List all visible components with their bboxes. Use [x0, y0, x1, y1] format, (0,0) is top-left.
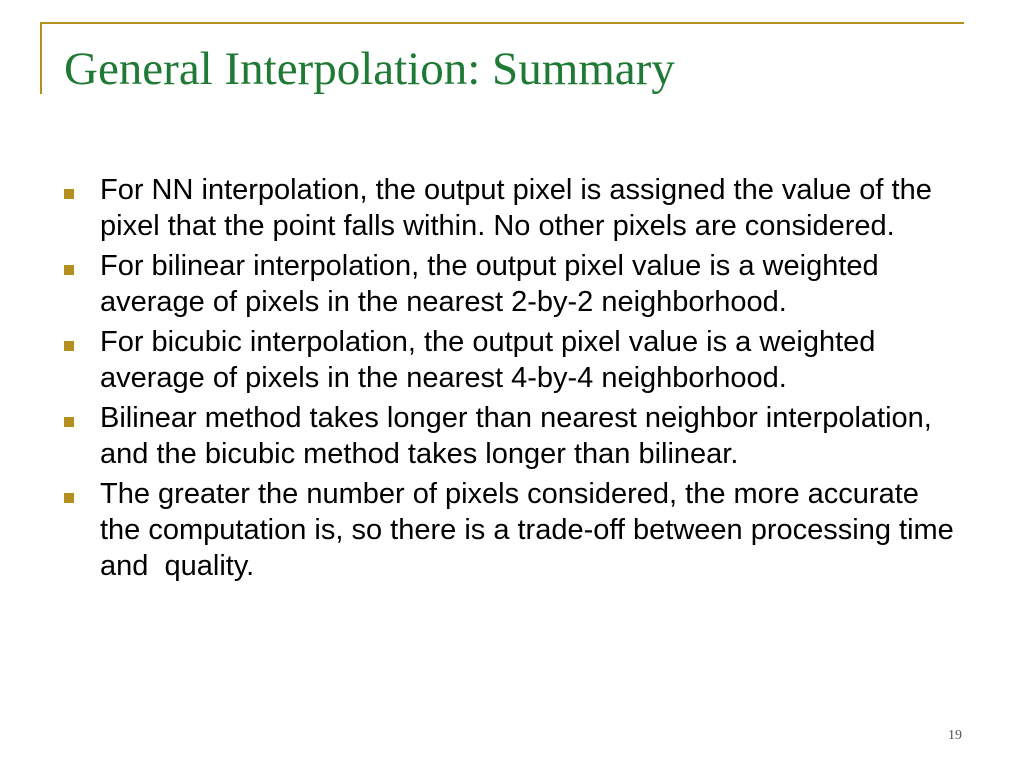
bullet-text: The greater the number of pixels considered, the more accurate the computation is, so there is a trade-off between processing time and quality.: [100, 478, 962, 582]
square-bullet-icon: [64, 341, 74, 351]
slide-frame-left-rule: [40, 22, 42, 94]
square-bullet-icon: [64, 493, 74, 503]
page-number: 19: [948, 728, 962, 743]
bullet-item: [64, 248, 964, 320]
bullet-item: [64, 324, 964, 396]
bullet-list: [64, 172, 964, 588]
bullet-text: Bilinear method takes longer than nearest neighbor interpolation, and the bicubic method takes longer than bilinear.: [100, 402, 957, 470]
bullet-text: For bicubic interpolation, the output pixel value is a weighted average of pixels in the nearest 4-by-4 neighborhood.: [100, 326, 884, 394]
bullet-item: [64, 172, 964, 244]
bullet-item: [64, 400, 964, 472]
slide-frame-top-rule: [40, 22, 964, 24]
slide-title: General Interpolation: Summary: [64, 43, 675, 95]
bullet-item: [64, 476, 964, 584]
bullet-text: For bilinear interpolation, the output pixel value is a weighted average of pixels in the nearest 2-by-2 neighborhood.: [100, 250, 887, 318]
square-bullet-icon: [64, 265, 74, 275]
bullet-text: For NN interpolation, the output pixel is assigned the value of the pixel that the point falls within. No other pixels are considered.: [100, 174, 940, 242]
square-bullet-icon: [64, 189, 74, 199]
square-bullet-icon: [64, 417, 74, 427]
